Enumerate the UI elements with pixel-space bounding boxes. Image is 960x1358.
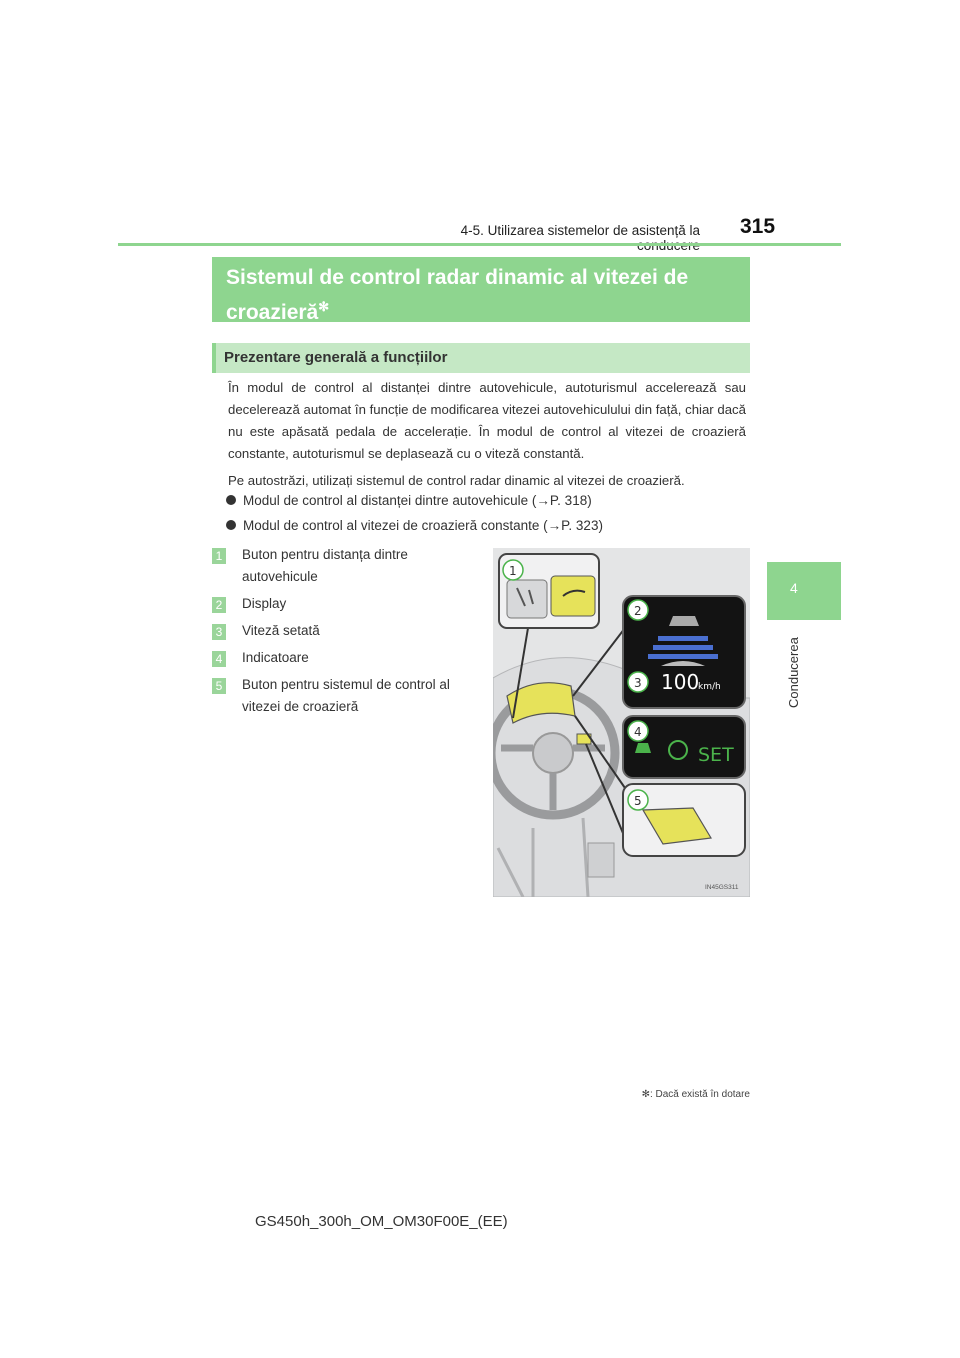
steering-hub bbox=[533, 733, 573, 773]
highway-paragraph: Pe autostrăzi, utilizați sistemul de control radar dinamic al vitezei de croazieră. bbox=[228, 473, 685, 488]
item-label: Buton pentru sistemul de control al vitezei de croazieră bbox=[242, 677, 450, 714]
document-code: GS450h_300h_OM_OM30F00E_(EE) bbox=[255, 1213, 508, 1230]
item-number-badge: 2 bbox=[212, 597, 226, 613]
footnote: ✻: Dacă există în dotare bbox=[641, 1089, 750, 1100]
subsection-title: Prezentare generală a funcțiilor bbox=[224, 349, 448, 366]
optional-equipment-mark: ✻ bbox=[318, 299, 330, 314]
bullet-text: Modul de control al distanței dintre autovehicule (→P. 318) bbox=[243, 493, 592, 508]
callout-label: 3 bbox=[634, 676, 642, 690]
distance-bar bbox=[653, 645, 713, 650]
set-indicator: SET bbox=[698, 744, 734, 766]
set-speed-readout: 100 bbox=[661, 670, 700, 694]
button-left bbox=[507, 580, 547, 618]
bullet-text: Modul de control al vitezei de croazieră constante (→P. 323) bbox=[243, 518, 603, 533]
page-number: 315 bbox=[740, 215, 776, 238]
item-label: Indicatoare bbox=[242, 650, 309, 665]
item-number-badge: 4 bbox=[212, 651, 226, 667]
bullet-dot bbox=[226, 520, 236, 530]
lead-car-icon bbox=[669, 616, 699, 626]
intro-paragraph: În modul de control al distanței dintre autovehicule, autoturismul accelerează sau decelerează automat în funcție de modificarea vitezei autovehiculului din față, chiar dacă nu este apăsată pedala de accelerație. În modul de control al vitezei de croazieră constante, autoturismul se deplasează cu o viteză constantă. bbox=[228, 380, 746, 461]
item-number-badge: 1 bbox=[212, 548, 226, 564]
bullet-item bbox=[226, 518, 603, 533]
distance-bar bbox=[648, 654, 718, 659]
section-header-title: 4-5. Utilizarea sistemelor de asistență la bbox=[460, 223, 700, 238]
subsection-accent-bar bbox=[212, 343, 216, 373]
distance-button bbox=[551, 576, 595, 616]
callout-label: 5 bbox=[634, 794, 642, 808]
cockpit-drawing bbox=[493, 548, 750, 897]
section-title-box bbox=[212, 257, 750, 322]
header-rule bbox=[118, 243, 841, 246]
speed-unit: km/h bbox=[698, 682, 721, 692]
pedal-icon bbox=[588, 843, 614, 877]
cockpit-illustration bbox=[493, 548, 750, 897]
callout-label: 2 bbox=[634, 604, 642, 618]
figure-code: IN45GS311 bbox=[705, 884, 739, 891]
bullet-item bbox=[226, 493, 592, 508]
distance-bar bbox=[658, 636, 708, 641]
section-title-text: Sistemul de control radar dinamic al vitezei de croazieră bbox=[226, 266, 689, 324]
callout-label: 4 bbox=[634, 725, 642, 739]
chapter-label-box bbox=[782, 630, 802, 710]
chapter-tab bbox=[767, 562, 841, 620]
chapter-number: 4 bbox=[790, 580, 798, 596]
section-title bbox=[226, 263, 736, 327]
subsection-title-box bbox=[212, 343, 750, 373]
chapter-label: Conducerea bbox=[786, 637, 801, 708]
item-label: Display bbox=[242, 596, 287, 611]
item-label: Buton pentru distanța dintre autovehicule bbox=[242, 547, 408, 584]
item-number-badge: 5 bbox=[212, 678, 226, 694]
item-label: Viteză setată bbox=[242, 623, 320, 638]
item-number-badge: 3 bbox=[212, 624, 226, 640]
callout-label: 1 bbox=[509, 564, 517, 578]
bullet-dot bbox=[226, 495, 236, 505]
